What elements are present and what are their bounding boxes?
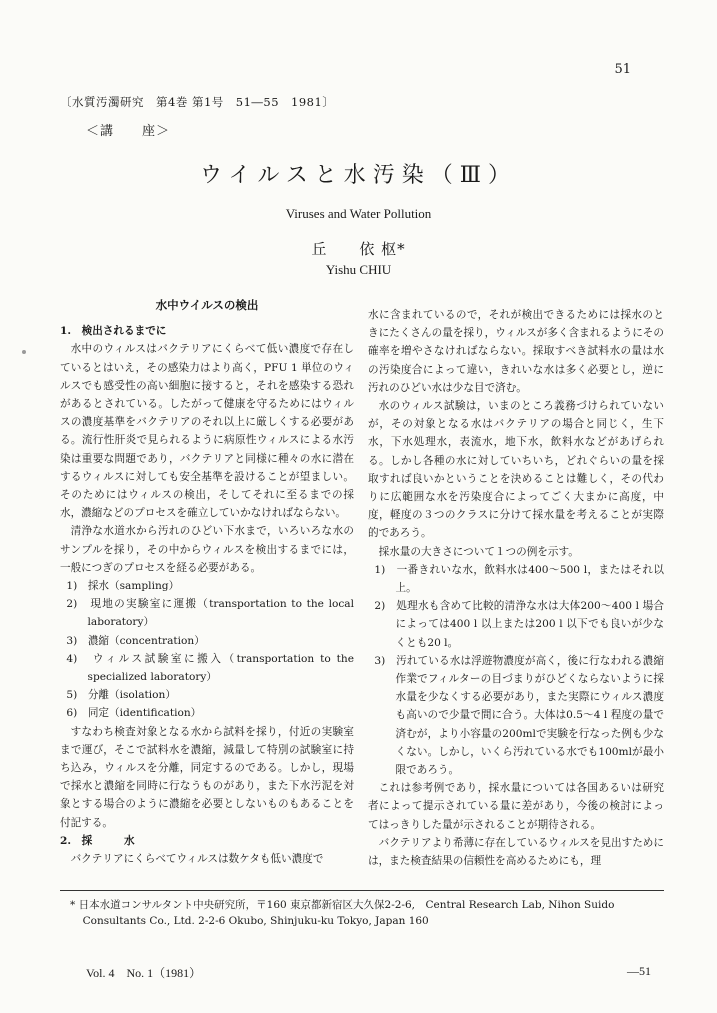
- footer-page-number: ―51: [627, 964, 651, 978]
- footnote: [70, 897, 664, 929]
- paragraph: 採水量の大きさについて１つの例を示す。: [378, 545, 579, 558]
- scan-speck: [22, 350, 26, 354]
- author-name: 丘 依 枢*: [311, 240, 406, 258]
- paragraph: 水のウィルス試験は，いまのところ義務づけられていないが，その対象となる水はバクテリアの場合と同じく，生下水，下水処理水，表流水，地下水，飲料水などがあげられる。しかし各種の水に対していちいち，どれぐらいの量を採取すれば良いかということを決めることは難しく，その代わりに広範囲な水を汚染度合によってごく大まかに高度，中度，軽度の３つのクラスに分けて採水量を考えることが実際的であろう。: [368, 400, 664, 540]
- list-item: 1) 一番きれいな水，飲料水は400～500 l，またはそれ以上。: [374, 563, 664, 595]
- list-item: 6) 同定（identification）: [66, 707, 202, 720]
- footnote-line: Consultants Co., Ltd. 2-2-6 Okubo, Shinjuku-ku Tokyo, Japan 160: [82, 915, 429, 927]
- series-label: ＜講 座＞: [86, 124, 171, 139]
- page-number: 51: [614, 62, 631, 77]
- footer-volume: Vol. 4 No. 1（1981）: [86, 966, 202, 980]
- list-item: 3) 濃縮（concentration）: [66, 634, 205, 647]
- footnote-divider: [60, 890, 664, 891]
- list-item: 4) ウィルス試験室に搬入（transportation to the specialized laboratory）: [66, 652, 354, 684]
- paragraph: 水に含まれているので，それが検出できるためには採水のときにたくさんの量を採り，ウィルスが多く含まれるようにその確率を増やさなければならない。採取すべき試料水の量は水の汚染度合によって違い，きれいな水は多く必要とし，逆に汚れのひどい水は少な目で済む。: [368, 309, 664, 394]
- paragraph: 水中のウィルスはバクテリアにくらべて低い濃度で存在しているとはいえ，その感染力はより高く，PFU 1 単位のウィルスでも感受性の高い細胞に接すると，それを感染する恐れがあるとされている。したがって健康を守るためにはウィルスの濃度基準をバクテリアのそれ以上に厳しくする必要がある。流行性肝炎で見られるように病原性ウィルスによる水汚染は重要な問題であり，バクテリアと同様に種々の水に潜在するウィルスに対しても安全基準を設けることが望ましい。そのためにはウィルスの検出，そしてそれに至るまでの採水，濃縮などのプロセスを確立していかなければならない。: [60, 343, 354, 520]
- paragraph: バクテリアより希薄に存在しているウィルスを見出すためには，また検査結果の信頼性を高めるためにも，理: [368, 836, 664, 868]
- paragraph: すなわち検査対象となる水から試料を採り，付近の実験室まで運び，そこで試料水を濃縮，減量して特別の試験室に持ち込み，ウィルスを分離，同定するのである。しかし，現場で採水と濃縮を同時に行なうものがあり，また下水汚泥を対象とする場合のように濃縮を必要としないものもあることを付記する。: [60, 725, 354, 829]
- author-name-en: Yishu CHIU: [325, 262, 392, 277]
- heading-1: 1. 検出されるまでに: [60, 325, 167, 338]
- right-column: [368, 306, 664, 870]
- list-item: 1) 採水（sampling）: [66, 580, 180, 593]
- footnote-line: * 日本水道コンサルタント中央研究所，〒160 東京都新宿区大久保2-2-6, Central Research Lab, Nihon Suido: [70, 899, 615, 911]
- journal-citation: 〔水質汚濁研究 第4巻 第1号 51―55 1981〕: [60, 95, 335, 109]
- list-item: 5) 分離（isolation）: [66, 689, 176, 702]
- list-item: 2) 現地の実験室に運搬（transportation to the local laboratory）: [66, 598, 354, 629]
- list-item: 3) 汚れている水は浮遊物濃度が高く，後に行なわれる濃縮作業でフィルターの目づまりがひどくならないように採水量を少なくする必要があり，また実際にウィルス濃度も高いので少量で間に合う。大体は0.5～4 l 程度の量で済むが，より小容量の200mlで実験を行なった例も少なくない。しかし，いくら汚れている水でも100mlが最小限であろう。: [374, 654, 664, 777]
- section-title: 水中ウイルスの検出: [155, 298, 259, 312]
- heading-2: 2. 採 水: [60, 834, 135, 847]
- list-item: 2) 処理水も含めて比較的清浄な水は大体200～400 l 場合によっては400 l 以上または200 l 以下でも良いが少なくとも20 l。: [374, 600, 664, 649]
- left-column: [60, 296, 354, 868]
- article-title-en: Viruses and Water Pollution: [285, 206, 432, 221]
- article-title: ウイルスと水汚染（Ⅲ）: [200, 163, 517, 188]
- paragraph: 清浄な水道水から汚れのひどい下水まで，いろいろな水のサンプルを採り，その中からウィルスを検出するまでには，一般につぎのプロセスを経る必要がある。: [60, 525, 354, 574]
- paragraph: これは参考例であり，採水量については各国あるいは研究者によって提示されている量に差があり，今後の検討によってはっきりした量が示されることが期待される。: [368, 782, 664, 831]
- paragraph: バクテリアにくらべてウィルスは数ケタも低い濃度で: [70, 853, 324, 866]
